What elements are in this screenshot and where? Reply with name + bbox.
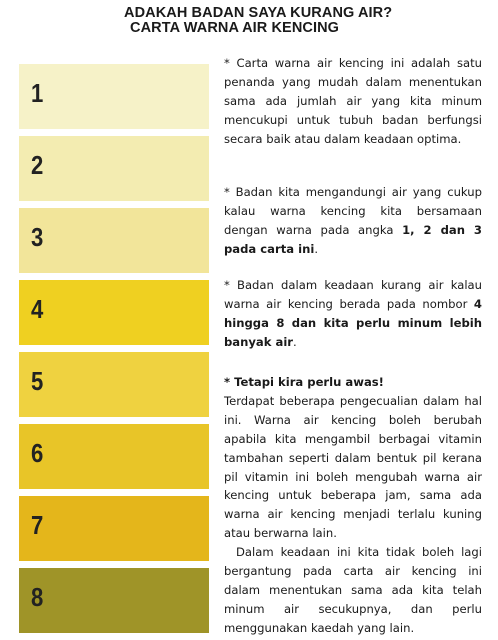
page-subtitle: CARTA WARNA AIR KENCING <box>130 20 340 36</box>
swatch-number: 6 <box>31 438 44 468</box>
paragraph-text: * Badan dalam keadaan kurang air kalau warna air kencing berada pada nombor <box>224 278 482 311</box>
paragraph-intro <box>224 54 482 149</box>
color-swatch-8 <box>19 568 209 633</box>
paragraph-end: . <box>314 241 318 256</box>
swatch-number: 5 <box>31 366 44 396</box>
color-swatch-4 <box>19 280 209 345</box>
paragraph-conclusion <box>224 543 482 638</box>
swatch-number: 2 <box>31 150 44 180</box>
highlight-text: 4 hingga 8 dan kita perlu minum lebih banyak air <box>224 296 482 349</box>
paragraph-sufficient-water <box>224 183 482 259</box>
paragraph-dehydrated <box>224 276 482 352</box>
paragraph-text: * Badan kita mengandungi air yang cukup kalau warna kencing kita bersamaan dengan warna pada angka <box>224 185 482 237</box>
color-swatch-5 <box>19 352 209 417</box>
paragraph-text: * Carta warna air kencing ini adalah satu penanda yang mudah dalam menentukan sama ada jumlah air yang kita minum mencukupi untuk tubuh badan berfungsi secara baik atau dalam keadaan optima. <box>224 56 482 146</box>
swatch-number: 4 <box>31 294 44 324</box>
paragraph-text: Dalam keadaan ini kita tidak boleh lagi bergantung pada carta air kencing ini dalam menentukan sama ada kita telah minum air secukupnya, dan perlu menggunakan kaedah yang lain. <box>224 545 482 635</box>
color-swatch-3 <box>19 208 209 273</box>
swatch-number: 3 <box>31 222 44 252</box>
swatch-number: 7 <box>31 510 44 540</box>
page-title: ADAKAH BADAN SAYA KURANG AIR? <box>124 5 393 21</box>
color-swatch-1 <box>19 64 209 129</box>
color-swatch-7 <box>19 496 209 561</box>
highlight-text: 1, 2 dan 3 pada carta ini <box>224 222 482 256</box>
swatch-number: 1 <box>31 78 44 108</box>
paragraph-text: Terdapat beberapa pengecualian dalam hal ini. Warna air kencing boleh berubah apabila kita mengambil berbagai vitamin tambahan seperti dalam bentuk pil kerana pil vitamin ini boleh mengubah warna air kencing untuk beberapa jam, sama ada warna air kencing menjadi terlalu kuning atau berwarna lain. <box>224 393 482 541</box>
warning-heading: * Tetapi kira perlu awas! <box>224 375 384 389</box>
swatch-number: 8 <box>31 582 44 612</box>
color-swatch-2 <box>19 136 209 201</box>
color-swatch-6 <box>19 424 209 489</box>
paragraph-end: . <box>293 334 297 349</box>
paragraph-warning <box>224 373 482 543</box>
